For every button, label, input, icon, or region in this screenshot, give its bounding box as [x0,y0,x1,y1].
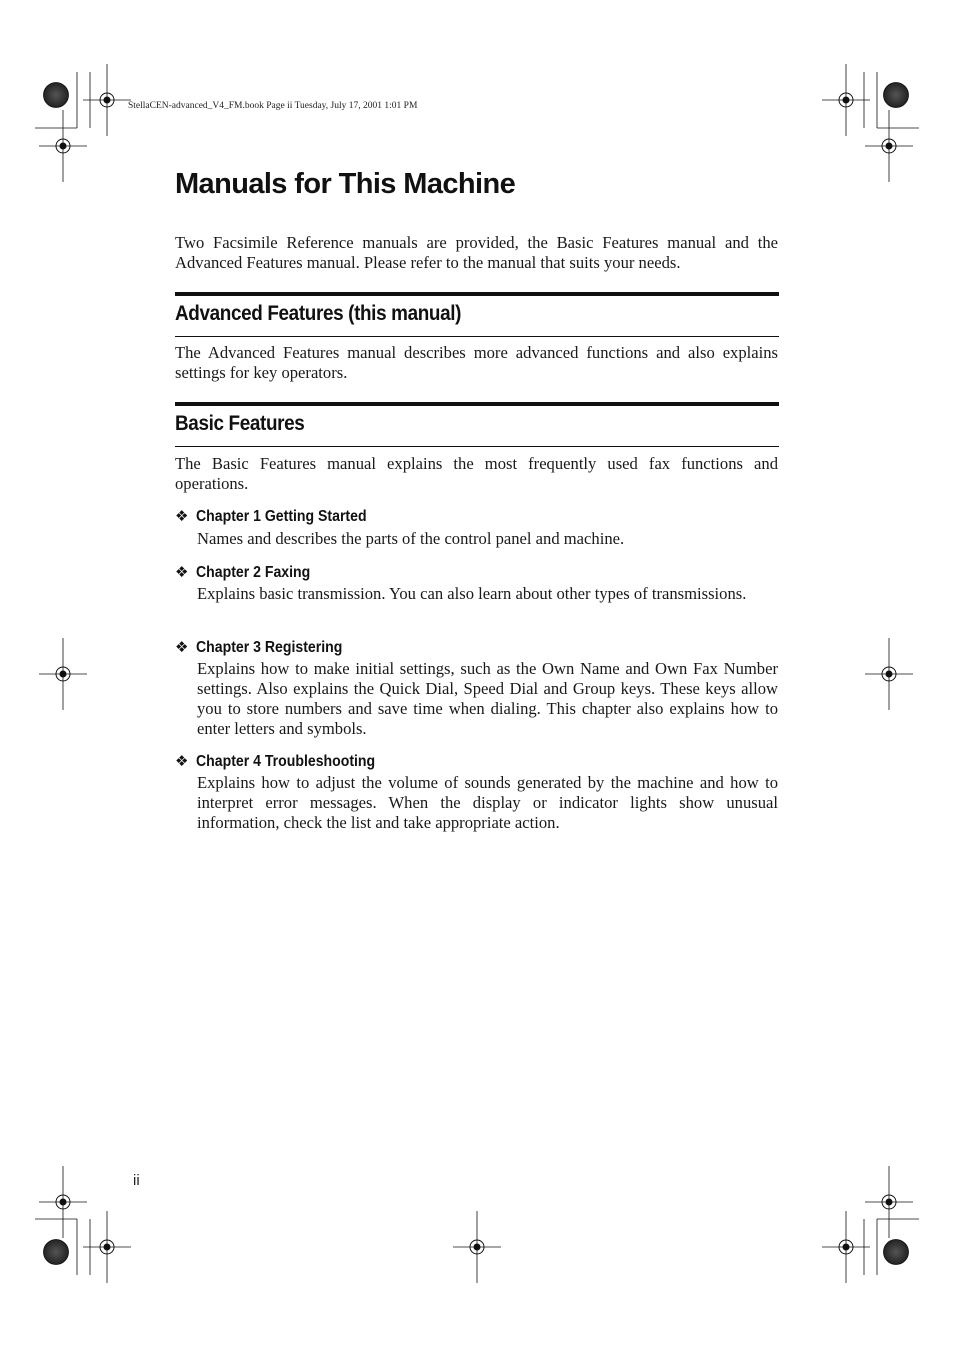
chapter-heading [175,507,390,526]
chapter-description: Names and describes the parts of the control panel and machine. [197,529,625,548]
chapter-heading [175,563,326,582]
diamond-bullet-icon: ❖ [175,639,189,656]
chapter-heading [175,638,362,657]
intro-paragraph: Two Facsimile Reference manuals are provided, the Basic Features manual and the Advanced Features manual. Please refer to the manual that suits your needs. [175,233,778,272]
page-title: Manuals for This Machine [175,168,516,200]
chapter-description: Explains how to make initial settings, such as the Own Name and Own Fax Number settings. Also explains the Quick Dial, Speed Dial and Group keys. These keys allow you to store numbers and save time when dialing. This chapter also explains how to enter letters and symbols. [197,659,778,738]
diamond-bullet-icon: ❖ [175,564,189,581]
chapter-title: Chapter 2 Faxing [196,564,311,581]
diamond-bullet-icon: ❖ [175,508,189,525]
chapter-title: Chapter 1 Getting Started [196,508,367,525]
chapter-description: Explains basic transmission. You can also learn about other types of transmissions. [197,584,747,603]
chapter-title: Chapter 4 Troubleshooting [196,753,376,770]
section-body-basic: The Basic Features manual explains the most frequently used fax functions and operations. [175,454,778,493]
chapter-description: Explains how to adjust the volume of sounds generated by the machine and how to interpret error messages. When the display or indicator lights show unusual information, check the list and take appropriate action. [197,773,778,832]
section-heading-advanced [175,292,779,337]
diamond-bullet-icon: ❖ [175,753,189,770]
file-info-header: StellaCEN-advanced_V4_FM.book Page ii Tuesday, July 17, 2001 1:01 PM [128,101,418,111]
chapter-title: Chapter 3 Registering [196,639,343,656]
chapter-heading [175,752,400,771]
section-title: Advanced Features (this manual) [175,302,462,325]
section-body-advanced: The Advanced Features manual describes more advanced functions and also explains settings for key operators. [175,343,778,382]
section-heading-basic [175,402,779,447]
page-number: ii [133,1172,140,1189]
section-title: Basic Features [175,412,305,435]
